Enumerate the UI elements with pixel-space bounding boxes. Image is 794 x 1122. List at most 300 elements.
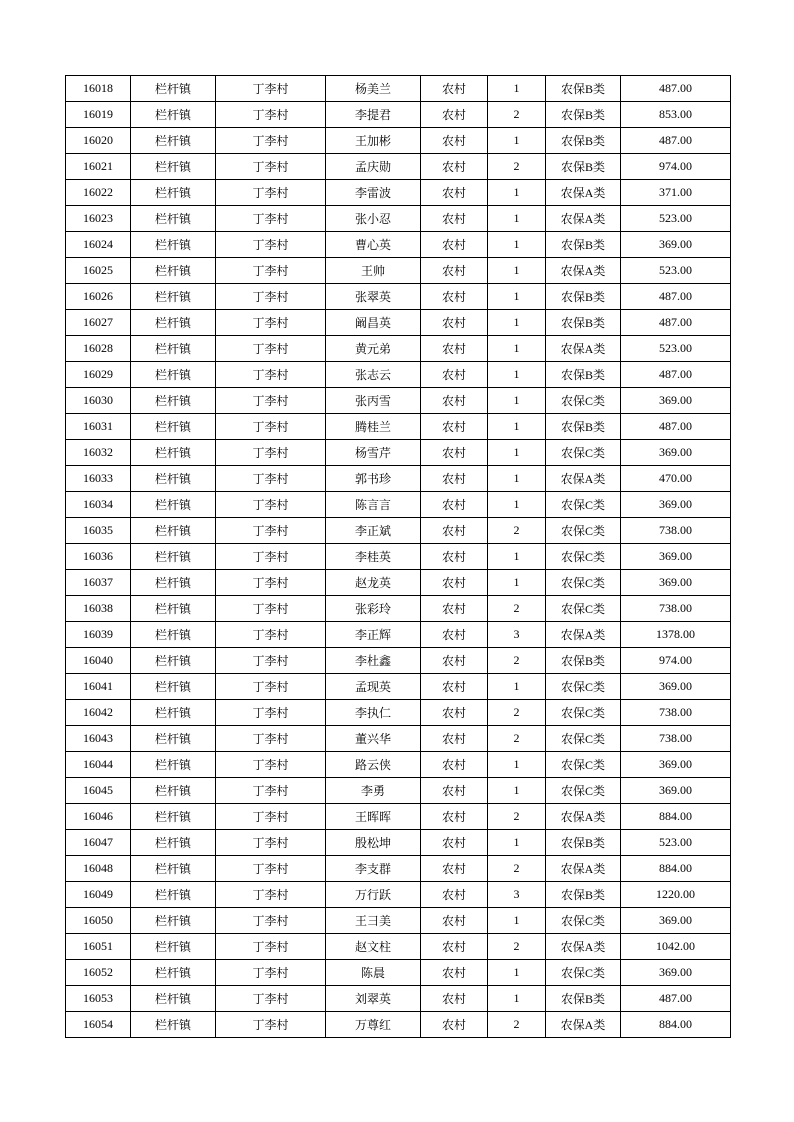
cell-amount: 738.00: [621, 596, 731, 622]
table-row: [66, 648, 731, 674]
cell-amount: 487.00: [621, 128, 731, 154]
cell-area-type: 农村: [421, 76, 488, 102]
cell-person-name: 李桂英: [326, 544, 421, 570]
cell-village: 丁李村: [216, 544, 326, 570]
cell-amount: 369.00: [621, 674, 731, 700]
cell-village: 丁李村: [216, 830, 326, 856]
table-row: [66, 596, 731, 622]
cell-person-count: 1: [488, 674, 546, 700]
cell-town: 栏杆镇: [131, 752, 216, 778]
cell-amount: 369.00: [621, 778, 731, 804]
cell-amount: 738.00: [621, 518, 731, 544]
cell-record-id: 16050: [66, 908, 131, 934]
cell-amount: 487.00: [621, 986, 731, 1012]
cell-village: 丁李村: [216, 778, 326, 804]
cell-village: 丁李村: [216, 310, 326, 336]
cell-person-count: 1: [488, 232, 546, 258]
cell-area-type: 农村: [421, 830, 488, 856]
table-row: [66, 258, 731, 284]
table-row: [66, 284, 731, 310]
cell-insurance-category: 农保A类: [546, 466, 621, 492]
cell-person-count: 2: [488, 102, 546, 128]
cell-insurance-category: 农保B类: [546, 310, 621, 336]
table-row: [66, 1012, 731, 1038]
cell-person-name: 万尊红: [326, 1012, 421, 1038]
cell-town: 栏杆镇: [131, 908, 216, 934]
cell-village: 丁李村: [216, 752, 326, 778]
cell-insurance-category: 农保B类: [546, 830, 621, 856]
cell-area-type: 农村: [421, 622, 488, 648]
cell-amount: 738.00: [621, 726, 731, 752]
cell-insurance-category: 农保B类: [546, 362, 621, 388]
cell-person-name: 李执仁: [326, 700, 421, 726]
cell-town: 栏杆镇: [131, 648, 216, 674]
cell-record-id: 16025: [66, 258, 131, 284]
cell-record-id: 16047: [66, 830, 131, 856]
cell-town: 栏杆镇: [131, 310, 216, 336]
table-row: [66, 726, 731, 752]
cell-person-name: 陈言言: [326, 492, 421, 518]
cell-insurance-category: 农保A类: [546, 934, 621, 960]
cell-amount: 369.00: [621, 908, 731, 934]
cell-person-name: 李提君: [326, 102, 421, 128]
cell-town: 栏杆镇: [131, 960, 216, 986]
cell-record-id: 16042: [66, 700, 131, 726]
cell-area-type: 农村: [421, 752, 488, 778]
cell-record-id: 16034: [66, 492, 131, 518]
cell-amount: 487.00: [621, 284, 731, 310]
cell-insurance-category: 农保B类: [546, 128, 621, 154]
cell-insurance-category: 农保C类: [546, 440, 621, 466]
cell-village: 丁李村: [216, 674, 326, 700]
table-row: [66, 76, 731, 102]
cell-person-count: 2: [488, 804, 546, 830]
cell-town: 栏杆镇: [131, 466, 216, 492]
cell-area-type: 农村: [421, 284, 488, 310]
cell-person-count: 1: [488, 258, 546, 284]
cell-village: 丁李村: [216, 466, 326, 492]
table-row: [66, 128, 731, 154]
cell-amount: 369.00: [621, 752, 731, 778]
cell-village: 丁李村: [216, 492, 326, 518]
cell-village: 丁李村: [216, 726, 326, 752]
cell-person-name: 腾桂兰: [326, 414, 421, 440]
cell-village: 丁李村: [216, 908, 326, 934]
cell-amount: 470.00: [621, 466, 731, 492]
cell-person-name: 郭书珍: [326, 466, 421, 492]
cell-person-name: 李正斌: [326, 518, 421, 544]
cell-person-name: 李正辉: [326, 622, 421, 648]
table-row: [66, 908, 731, 934]
table-row: [66, 154, 731, 180]
cell-area-type: 农村: [421, 206, 488, 232]
cell-village: 丁李村: [216, 336, 326, 362]
cell-person-count: 1: [488, 362, 546, 388]
cell-record-id: 16037: [66, 570, 131, 596]
cell-insurance-category: 农保B类: [546, 986, 621, 1012]
cell-town: 栏杆镇: [131, 284, 216, 310]
cell-person-count: 2: [488, 726, 546, 752]
cell-record-id: 16019: [66, 102, 131, 128]
cell-person-count: 1: [488, 180, 546, 206]
cell-amount: 853.00: [621, 102, 731, 128]
cell-town: 栏杆镇: [131, 882, 216, 908]
cell-insurance-category: 农保B类: [546, 76, 621, 102]
cell-town: 栏杆镇: [131, 726, 216, 752]
cell-insurance-category: 农保C类: [546, 570, 621, 596]
records-table: [65, 75, 731, 1038]
table-row: [66, 570, 731, 596]
table-row: [66, 414, 731, 440]
cell-amount: 523.00: [621, 336, 731, 362]
cell-town: 栏杆镇: [131, 544, 216, 570]
cell-village: 丁李村: [216, 882, 326, 908]
table-row: [66, 622, 731, 648]
cell-insurance-category: 农保B类: [546, 102, 621, 128]
cell-person-count: 2: [488, 856, 546, 882]
cell-insurance-category: 农保B类: [546, 882, 621, 908]
cell-area-type: 农村: [421, 440, 488, 466]
cell-record-id: 16039: [66, 622, 131, 648]
cell-amount: 487.00: [621, 76, 731, 102]
cell-person-count: 1: [488, 336, 546, 362]
cell-area-type: 农村: [421, 596, 488, 622]
cell-area-type: 农村: [421, 128, 488, 154]
cell-amount: 369.00: [621, 388, 731, 414]
cell-record-id: 16021: [66, 154, 131, 180]
cell-amount: 738.00: [621, 700, 731, 726]
cell-village: 丁李村: [216, 414, 326, 440]
table-row: [66, 830, 731, 856]
cell-record-id: 16027: [66, 310, 131, 336]
cell-town: 栏杆镇: [131, 518, 216, 544]
cell-village: 丁李村: [216, 596, 326, 622]
cell-insurance-category: 农保C类: [546, 674, 621, 700]
table-row: [66, 960, 731, 986]
table-row: [66, 674, 731, 700]
cell-amount: 369.00: [621, 544, 731, 570]
cell-person-name: 董兴华: [326, 726, 421, 752]
cell-insurance-category: 农保A类: [546, 206, 621, 232]
table-row: [66, 232, 731, 258]
cell-town: 栏杆镇: [131, 700, 216, 726]
cell-area-type: 农村: [421, 700, 488, 726]
cell-village: 丁李村: [216, 76, 326, 102]
cell-town: 栏杆镇: [131, 1012, 216, 1038]
cell-person-name: 王帅: [326, 258, 421, 284]
cell-insurance-category: 农保A类: [546, 804, 621, 830]
cell-amount: 487.00: [621, 310, 731, 336]
cell-town: 栏杆镇: [131, 362, 216, 388]
cell-person-count: 1: [488, 414, 546, 440]
cell-town: 栏杆镇: [131, 336, 216, 362]
cell-area-type: 农村: [421, 648, 488, 674]
cell-person-name: 刘翠英: [326, 986, 421, 1012]
cell-insurance-category: 农保B类: [546, 414, 621, 440]
cell-person-count: 3: [488, 622, 546, 648]
cell-village: 丁李村: [216, 804, 326, 830]
table-row: [66, 986, 731, 1012]
cell-person-count: 1: [488, 830, 546, 856]
cell-person-count: 1: [488, 908, 546, 934]
cell-town: 栏杆镇: [131, 76, 216, 102]
cell-village: 丁李村: [216, 154, 326, 180]
cell-village: 丁李村: [216, 518, 326, 544]
cell-person-name: 黄元弟: [326, 336, 421, 362]
cell-person-name: 张小忍: [326, 206, 421, 232]
cell-area-type: 农村: [421, 856, 488, 882]
table-row: [66, 206, 731, 232]
cell-record-id: 16023: [66, 206, 131, 232]
cell-insurance-category: 农保A类: [546, 180, 621, 206]
cell-person-count: 2: [488, 596, 546, 622]
cell-person-name: 张彩玲: [326, 596, 421, 622]
cell-area-type: 农村: [421, 804, 488, 830]
cell-person-name: 王彐美: [326, 908, 421, 934]
table-row: [66, 882, 731, 908]
table-row: [66, 102, 731, 128]
cell-person-count: 2: [488, 518, 546, 544]
cell-person-name: 张丙雪: [326, 388, 421, 414]
cell-town: 栏杆镇: [131, 388, 216, 414]
cell-area-type: 农村: [421, 544, 488, 570]
cell-person-name: 杨雪芹: [326, 440, 421, 466]
cell-amount: 369.00: [621, 570, 731, 596]
cell-person-count: 1: [488, 778, 546, 804]
cell-area-type: 农村: [421, 102, 488, 128]
cell-amount: 487.00: [621, 414, 731, 440]
cell-village: 丁李村: [216, 648, 326, 674]
cell-person-count: 3: [488, 882, 546, 908]
cell-person-name: 万行跃: [326, 882, 421, 908]
cell-area-type: 农村: [421, 362, 488, 388]
cell-person-name: 李杜鑫: [326, 648, 421, 674]
cell-village: 丁李村: [216, 440, 326, 466]
cell-amount: 974.00: [621, 154, 731, 180]
cell-amount: 1220.00: [621, 882, 731, 908]
cell-record-id: 16035: [66, 518, 131, 544]
table-row: [66, 466, 731, 492]
cell-area-type: 农村: [421, 336, 488, 362]
cell-village: 丁李村: [216, 128, 326, 154]
table-body: [66, 76, 731, 1038]
cell-amount: 1042.00: [621, 934, 731, 960]
cell-insurance-category: 农保C类: [546, 752, 621, 778]
cell-area-type: 农村: [421, 570, 488, 596]
cell-person-name: 李雷波: [326, 180, 421, 206]
cell-area-type: 农村: [421, 154, 488, 180]
cell-person-name: 杨美兰: [326, 76, 421, 102]
cell-area-type: 农村: [421, 1012, 488, 1038]
cell-person-count: 1: [488, 752, 546, 778]
cell-insurance-category: 农保C类: [546, 908, 621, 934]
cell-village: 丁李村: [216, 1012, 326, 1038]
cell-amount: 523.00: [621, 258, 731, 284]
cell-person-name: 张志云: [326, 362, 421, 388]
cell-town: 栏杆镇: [131, 154, 216, 180]
cell-person-count: 1: [488, 960, 546, 986]
cell-town: 栏杆镇: [131, 570, 216, 596]
cell-town: 栏杆镇: [131, 934, 216, 960]
cell-person-name: 路云侠: [326, 752, 421, 778]
cell-record-id: 16053: [66, 986, 131, 1012]
cell-town: 栏杆镇: [131, 596, 216, 622]
cell-insurance-category: 农保C类: [546, 388, 621, 414]
cell-person-name: 孟庆勋: [326, 154, 421, 180]
cell-amount: 974.00: [621, 648, 731, 674]
cell-person-name: 殷松坤: [326, 830, 421, 856]
cell-record-id: 16051: [66, 934, 131, 960]
cell-village: 丁李村: [216, 206, 326, 232]
cell-person-name: 王加彬: [326, 128, 421, 154]
table-row: [66, 180, 731, 206]
cell-area-type: 农村: [421, 726, 488, 752]
cell-insurance-category: 农保C类: [546, 492, 621, 518]
cell-insurance-category: 农保C类: [546, 726, 621, 752]
cell-record-id: 16046: [66, 804, 131, 830]
cell-amount: 884.00: [621, 804, 731, 830]
cell-area-type: 农村: [421, 934, 488, 960]
cell-person-count: 1: [488, 986, 546, 1012]
table-row: [66, 804, 731, 830]
cell-insurance-category: 农保A类: [546, 1012, 621, 1038]
cell-person-count: 2: [488, 648, 546, 674]
cell-town: 栏杆镇: [131, 180, 216, 206]
cell-area-type: 农村: [421, 466, 488, 492]
cell-record-id: 16032: [66, 440, 131, 466]
cell-record-id: 16048: [66, 856, 131, 882]
cell-town: 栏杆镇: [131, 128, 216, 154]
cell-village: 丁李村: [216, 622, 326, 648]
cell-record-id: 16045: [66, 778, 131, 804]
cell-person-count: 1: [488, 388, 546, 414]
table-row: [66, 778, 731, 804]
cell-person-name: 李支群: [326, 856, 421, 882]
cell-area-type: 农村: [421, 232, 488, 258]
cell-amount: 371.00: [621, 180, 731, 206]
cell-village: 丁李村: [216, 856, 326, 882]
cell-person-count: 1: [488, 128, 546, 154]
cell-insurance-category: 农保A类: [546, 856, 621, 882]
cell-person-name: 曹心英: [326, 232, 421, 258]
cell-record-id: 16040: [66, 648, 131, 674]
cell-insurance-category: 农保A类: [546, 258, 621, 284]
cell-village: 丁李村: [216, 960, 326, 986]
cell-record-id: 16036: [66, 544, 131, 570]
cell-record-id: 16044: [66, 752, 131, 778]
cell-town: 栏杆镇: [131, 856, 216, 882]
cell-village: 丁李村: [216, 362, 326, 388]
cell-person-count: 1: [488, 492, 546, 518]
cell-amount: 369.00: [621, 440, 731, 466]
cell-amount: 369.00: [621, 492, 731, 518]
cell-record-id: 16041: [66, 674, 131, 700]
cell-record-id: 16054: [66, 1012, 131, 1038]
cell-area-type: 农村: [421, 492, 488, 518]
table-row: [66, 544, 731, 570]
cell-amount: 884.00: [621, 1012, 731, 1038]
cell-area-type: 农村: [421, 986, 488, 1012]
cell-area-type: 农村: [421, 310, 488, 336]
cell-village: 丁李村: [216, 258, 326, 284]
cell-record-id: 16026: [66, 284, 131, 310]
table-row: [66, 700, 731, 726]
table-row: [66, 310, 731, 336]
cell-insurance-category: 农保B类: [546, 154, 621, 180]
cell-town: 栏杆镇: [131, 804, 216, 830]
table-row: [66, 856, 731, 882]
cell-person-count: 2: [488, 154, 546, 180]
cell-area-type: 农村: [421, 674, 488, 700]
table-row: [66, 752, 731, 778]
cell-person-count: 2: [488, 1012, 546, 1038]
cell-person-name: 陈晨: [326, 960, 421, 986]
cell-person-name: 李勇: [326, 778, 421, 804]
cell-insurance-category: 农保C类: [546, 596, 621, 622]
cell-town: 栏杆镇: [131, 830, 216, 856]
cell-town: 栏杆镇: [131, 622, 216, 648]
cell-town: 栏杆镇: [131, 258, 216, 284]
cell-village: 丁李村: [216, 934, 326, 960]
cell-town: 栏杆镇: [131, 414, 216, 440]
cell-person-count: 1: [488, 310, 546, 336]
cell-person-name: 赵龙英: [326, 570, 421, 596]
table-row: [66, 388, 731, 414]
cell-insurance-category: 农保C类: [546, 778, 621, 804]
cell-area-type: 农村: [421, 180, 488, 206]
cell-village: 丁李村: [216, 102, 326, 128]
cell-amount: 487.00: [621, 362, 731, 388]
cell-record-id: 16049: [66, 882, 131, 908]
cell-area-type: 农村: [421, 882, 488, 908]
cell-village: 丁李村: [216, 284, 326, 310]
cell-record-id: 16038: [66, 596, 131, 622]
cell-area-type: 农村: [421, 518, 488, 544]
cell-person-count: 1: [488, 206, 546, 232]
cell-village: 丁李村: [216, 388, 326, 414]
cell-person-count: 1: [488, 466, 546, 492]
cell-person-count: 1: [488, 544, 546, 570]
cell-village: 丁李村: [216, 180, 326, 206]
cell-record-id: 16043: [66, 726, 131, 752]
cell-insurance-category: 农保A类: [546, 622, 621, 648]
table-row: [66, 492, 731, 518]
cell-person-count: 2: [488, 700, 546, 726]
cell-insurance-category: 农保C类: [546, 518, 621, 544]
cell-amount: 369.00: [621, 232, 731, 258]
cell-person-count: 2: [488, 934, 546, 960]
cell-town: 栏杆镇: [131, 102, 216, 128]
cell-insurance-category: 农保B类: [546, 232, 621, 258]
cell-record-id: 16030: [66, 388, 131, 414]
cell-amount: 1378.00: [621, 622, 731, 648]
cell-amount: 884.00: [621, 856, 731, 882]
table-row: [66, 934, 731, 960]
cell-town: 栏杆镇: [131, 778, 216, 804]
table-row: [66, 336, 731, 362]
cell-record-id: 16020: [66, 128, 131, 154]
cell-record-id: 16031: [66, 414, 131, 440]
cell-town: 栏杆镇: [131, 986, 216, 1012]
cell-town: 栏杆镇: [131, 492, 216, 518]
cell-record-id: 16033: [66, 466, 131, 492]
cell-record-id: 16052: [66, 960, 131, 986]
cell-person-name: 张翠英: [326, 284, 421, 310]
cell-person-count: 1: [488, 76, 546, 102]
cell-record-id: 16022: [66, 180, 131, 206]
cell-town: 栏杆镇: [131, 674, 216, 700]
cell-village: 丁李村: [216, 700, 326, 726]
